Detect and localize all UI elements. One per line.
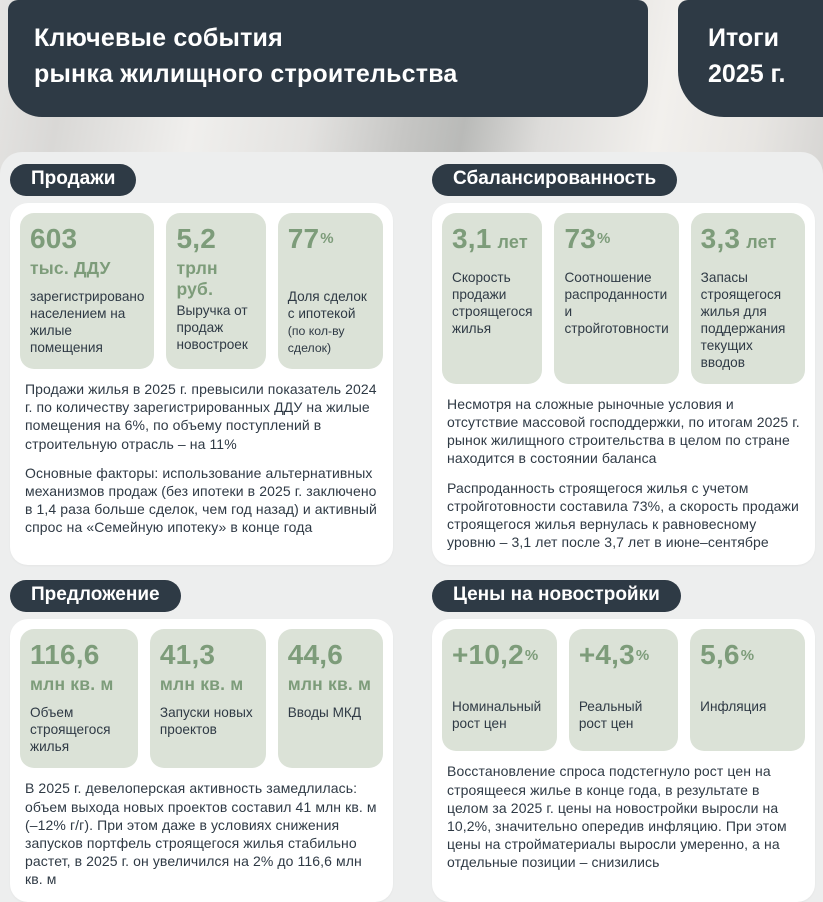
section-paragraph: Несмотря на сложные рыночные условия и отсутствие массовой господдержки, по итогам 2025 г. рынок жилищного строительства в целом по стране находится в состоянии баланса bbox=[447, 395, 800, 467]
stat-suffix: % bbox=[740, 646, 755, 664]
stats-row bbox=[20, 629, 383, 768]
stat-unit: трлн руб. bbox=[176, 257, 218, 299]
stat-suffix: % bbox=[635, 646, 650, 664]
stat-value-block bbox=[452, 224, 532, 267]
stat-card bbox=[150, 629, 266, 768]
stat-card bbox=[166, 213, 265, 369]
stat-card bbox=[690, 629, 805, 751]
section-prices bbox=[432, 580, 815, 902]
stat-card bbox=[20, 629, 138, 768]
section-card-balance bbox=[432, 203, 815, 565]
stat-unit: тыс. ДДУ bbox=[30, 257, 111, 278]
stat-value: 41,3 bbox=[159, 639, 216, 671]
stat-value-block bbox=[30, 640, 128, 702]
stat-value-block bbox=[288, 224, 373, 286]
stat-value-block bbox=[452, 640, 547, 696]
stat-value: 44,6 bbox=[287, 639, 344, 671]
section-sales bbox=[10, 164, 393, 565]
stat-label: Объем строящегося жилья bbox=[30, 705, 111, 755]
stat-value-block bbox=[288, 640, 373, 702]
stat-value-block bbox=[700, 640, 795, 696]
section-badge-prices: Цены на новостройки bbox=[432, 580, 681, 612]
stat-value: 3,3 bbox=[700, 223, 741, 254]
stat-value: 116,6 bbox=[30, 639, 100, 671]
stat-suffix: лет bbox=[497, 232, 528, 252]
stat-unit: млн кв. м bbox=[159, 674, 244, 695]
stat-value-block bbox=[30, 224, 144, 286]
section-card-supply bbox=[10, 619, 393, 902]
section-paragraph: В 2025 г. девелоперская активность замедлилась: объем выхода новых проектов составил 41 млн кв. м (–12% г/г). При этом даже в условиях снижения запусков портфель строящегося жилья стабильно растет, в 2025 г. он увеличился на 2% до 116,6 млн кв. м bbox=[25, 780, 377, 888]
section-paragraph: Распроданность строящегося жилья с учетом стройготовности составила 73%, а скорость продажи строящегося жилья вернулась к равновесному уровню – 3,1 лет после 3,7 лет в июне–сентябре bbox=[447, 479, 799, 551]
section-badge-sales: Продажи bbox=[10, 164, 136, 196]
stat-suffix: % bbox=[524, 646, 539, 664]
stat-value-block bbox=[176, 224, 255, 300]
stat-value: 603 bbox=[30, 223, 78, 254]
stat-value: +10,2 bbox=[452, 639, 524, 671]
stat-unit: млн кв. м bbox=[287, 674, 372, 695]
section-badge-balance: Сбалансированность bbox=[432, 164, 677, 196]
stat-sublabel: (по кол-ву сделок) bbox=[287, 323, 345, 355]
stat-label: Скорость продажи строящегося жилья bbox=[452, 270, 533, 336]
section-paragraph: Основные факторы: использование альтернативных механизмов продаж (без ипотеки в 2025 г. заключено в 1,4 раза больше сделок, чем год назад) и активный спрос на «Семейную ипотеку» в конце года bbox=[25, 464, 377, 536]
stat-value-block bbox=[160, 640, 256, 702]
header bbox=[0, 0, 823, 117]
period-line1: Итоги bbox=[708, 24, 779, 52]
stats-row bbox=[442, 629, 805, 751]
stat-suffix: % bbox=[320, 230, 334, 248]
page-title-line1: Ключевые события bbox=[34, 24, 283, 52]
section-badge-supply: Предложение bbox=[10, 580, 181, 612]
stat-value: +4,3 bbox=[578, 639, 635, 671]
stat-suffix: % bbox=[597, 230, 611, 248]
section-supply bbox=[10, 580, 393, 902]
stat-label: Запасы строящегося жилья для поддержания текущих вводов bbox=[700, 270, 786, 370]
stat-label: Соотношение распроданности и стройготовности bbox=[564, 270, 669, 336]
stat-card bbox=[691, 213, 805, 384]
stat-card bbox=[442, 629, 557, 751]
stat-label: Реальный рост цен bbox=[578, 699, 643, 732]
stat-card bbox=[442, 213, 542, 384]
stat-card bbox=[278, 213, 383, 369]
stat-card bbox=[278, 629, 383, 768]
stats-row bbox=[20, 213, 383, 369]
page-title-line2: рынка жилищного строительства bbox=[34, 59, 458, 88]
period-line2: 2025 г. bbox=[708, 59, 786, 88]
header-period-card bbox=[678, 0, 823, 117]
stat-suffix: лет bbox=[746, 232, 777, 252]
section-balance bbox=[432, 164, 815, 565]
stat-value-block bbox=[579, 640, 668, 696]
stat-value: 73 bbox=[564, 223, 597, 254]
content-panel bbox=[0, 152, 823, 902]
stat-value: 77 bbox=[287, 223, 320, 254]
stat-label: зарегистрировано населением на жилые помещения bbox=[30, 289, 145, 355]
stat-label: Доля сделок с ипотекой (по кол-ву сделок) bbox=[287, 289, 367, 355]
section-card-prices bbox=[432, 619, 815, 902]
stat-card bbox=[569, 629, 678, 751]
stat-label: Запуски новых проектов bbox=[159, 705, 253, 738]
stat-unit: млн кв. м bbox=[30, 674, 114, 695]
section-paragraph: Продажи жилья в 2025 г. превысили показатель 2024 г. по количеству зарегистрированных ДДУ на жилые помещения на 6%, по объему поступлений в строительную отрасль – на 11% bbox=[25, 380, 377, 452]
stat-label: Инфляция bbox=[700, 699, 767, 715]
stat-card bbox=[20, 213, 154, 369]
stat-label: Выручка от продаж новостроек bbox=[176, 302, 248, 352]
stat-value: 5,2 bbox=[176, 223, 216, 254]
stat-value-block bbox=[701, 224, 795, 267]
stat-label: Номинальный рост цен bbox=[452, 699, 542, 732]
section-card-sales bbox=[10, 203, 393, 565]
stat-value: 5,6 bbox=[700, 639, 740, 671]
header-title-card bbox=[8, 0, 648, 117]
stats-row bbox=[442, 213, 805, 384]
stat-card bbox=[554, 213, 678, 384]
stat-value-block bbox=[564, 224, 668, 267]
section-paragraph: Восстановление спроса подстегнуло рост цен на строящееся жилье в конце года, в результате в целом за 2025 г. цены на новостройки выросли на 10,2%, значительно опередив инфляцию. При этом цены на стройматериалы выросли умеренно, а на отдельные позиции – снизились bbox=[447, 763, 787, 871]
stat-value: 3,1 bbox=[452, 223, 492, 254]
stat-label: Вводы МКД bbox=[287, 705, 362, 721]
